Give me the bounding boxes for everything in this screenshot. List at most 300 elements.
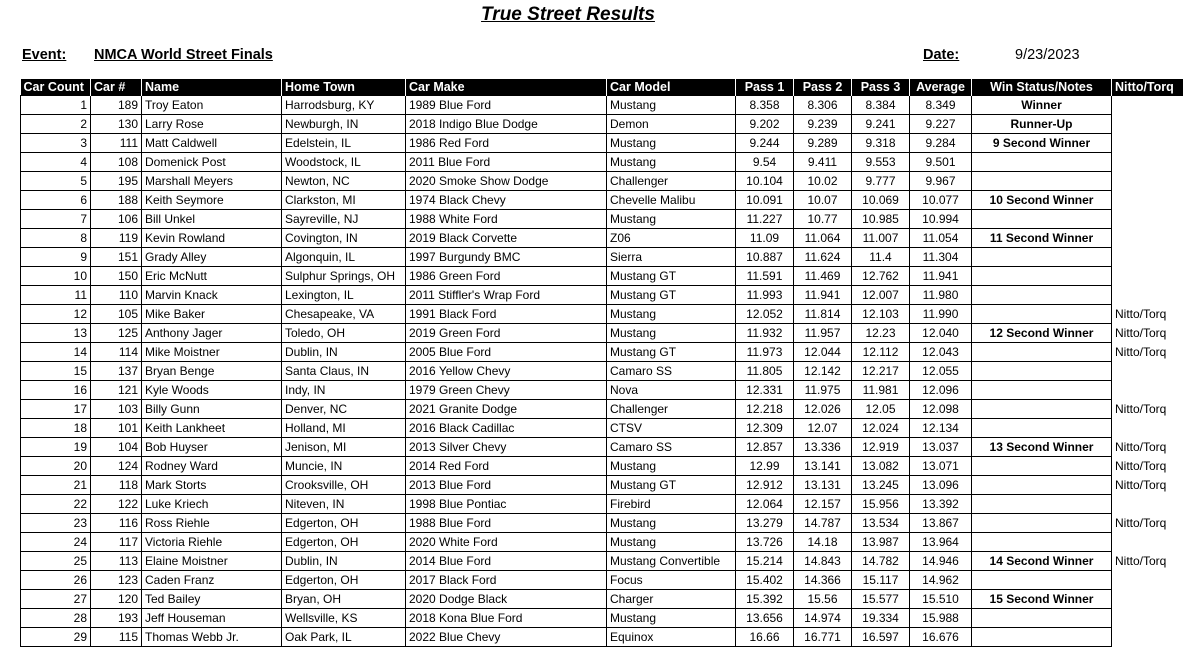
home-town-cell: Toledo, OH — [282, 324, 406, 343]
pass-3-cell: 12.007 — [852, 286, 910, 305]
table-row — [21, 191, 1184, 210]
col-header: Car # — [91, 79, 142, 96]
home-town-cell: Crooksville, OH — [282, 476, 406, 495]
car-make-cell: 1989 Blue Ford — [406, 96, 607, 115]
car-model-cell: Mustang GT — [607, 343, 736, 362]
date-value: 9/23/2023 — [1015, 47, 1080, 63]
win-status-cell — [972, 343, 1112, 362]
table-row — [21, 210, 1184, 229]
average-cell: 10.994 — [910, 210, 972, 229]
pass-2-cell: 11.624 — [794, 248, 852, 267]
table-row — [21, 514, 1184, 533]
car-count-cell: 17 — [21, 400, 91, 419]
table-row — [21, 248, 1184, 267]
car-count-cell: 23 — [21, 514, 91, 533]
win-status-cell — [972, 172, 1112, 191]
driver-name-cell: Keith Seymore — [142, 191, 282, 210]
car-make-cell: 2020 Smoke Show Dodge — [406, 172, 607, 191]
average-cell: 15.510 — [910, 590, 972, 609]
car-make-cell: 2016 Yellow Chevy — [406, 362, 607, 381]
average-cell: 9.227 — [910, 115, 972, 134]
average-cell: 12.096 — [910, 381, 972, 400]
pass-3-cell: 8.384 — [852, 96, 910, 115]
car-count-cell: 27 — [21, 590, 91, 609]
nitto-torq-cell — [1112, 172, 1184, 191]
average-cell: 11.054 — [910, 229, 972, 248]
pass-3-cell: 13.987 — [852, 533, 910, 552]
car-number-cell: 114 — [91, 343, 142, 362]
pass-3-cell: 10.069 — [852, 191, 910, 210]
win-status-cell — [972, 457, 1112, 476]
home-town-cell: Newton, NC — [282, 172, 406, 191]
win-status-cell — [972, 400, 1112, 419]
pass-2-cell: 13.336 — [794, 438, 852, 457]
pass-3-cell: 12.762 — [852, 267, 910, 286]
nitto-torq-cell — [1112, 571, 1184, 590]
nitto-torq-cell — [1112, 419, 1184, 438]
nitto-torq-cell — [1112, 153, 1184, 172]
driver-name-cell: Keith Lankheet — [142, 419, 282, 438]
pass-1-cell: 9.202 — [736, 115, 794, 134]
car-model-cell: Challenger — [607, 172, 736, 191]
car-model-cell: Mustang — [607, 514, 736, 533]
car-model-cell: Mustang — [607, 457, 736, 476]
pass-1-cell: 11.932 — [736, 324, 794, 343]
pass-3-cell: 9.553 — [852, 153, 910, 172]
car-make-cell: 2021 Granite Dodge — [406, 400, 607, 419]
pass-2-cell: 14.366 — [794, 571, 852, 590]
car-number-cell: 110 — [91, 286, 142, 305]
col-header: Car Model — [607, 79, 736, 96]
driver-name-cell: Marvin Knack — [142, 286, 282, 305]
nitto-torq-cell — [1112, 590, 1184, 609]
car-model-cell: Mustang — [607, 324, 736, 343]
car-count-cell: 2 — [21, 115, 91, 134]
car-count-cell: 28 — [21, 609, 91, 628]
nitto-torq-cell — [1112, 115, 1184, 134]
pass-2-cell: 14.787 — [794, 514, 852, 533]
pass-1-cell: 8.358 — [736, 96, 794, 115]
pass-1-cell: 15.214 — [736, 552, 794, 571]
pass-1-cell: 11.591 — [736, 267, 794, 286]
car-number-cell: 125 — [91, 324, 142, 343]
nitto-torq-cell — [1112, 229, 1184, 248]
car-number-cell: 118 — [91, 476, 142, 495]
win-status-cell — [972, 533, 1112, 552]
car-model-cell: Firebird — [607, 495, 736, 514]
table-row — [21, 476, 1184, 495]
car-model-cell: Mustang — [607, 96, 736, 115]
car-number-cell: 106 — [91, 210, 142, 229]
average-cell: 11.941 — [910, 267, 972, 286]
car-count-cell: 12 — [21, 305, 91, 324]
car-make-cell: 2018 Indigo Blue Dodge — [406, 115, 607, 134]
average-cell: 13.392 — [910, 495, 972, 514]
car-number-cell: 137 — [91, 362, 142, 381]
nitto-torq-cell — [1112, 628, 1184, 647]
win-status-cell — [972, 267, 1112, 286]
pass-1-cell: 15.402 — [736, 571, 794, 590]
home-town-cell: Denver, NC — [282, 400, 406, 419]
home-town-cell: Lexington, IL — [282, 286, 406, 305]
pass-1-cell: 11.227 — [736, 210, 794, 229]
win-status-cell — [972, 628, 1112, 647]
pass-2-cell: 11.975 — [794, 381, 852, 400]
pass-2-cell: 15.56 — [794, 590, 852, 609]
driver-name-cell: Luke Kriech — [142, 495, 282, 514]
pass-3-cell: 9.318 — [852, 134, 910, 153]
home-town-cell: Harrodsburg, KY — [282, 96, 406, 115]
car-number-cell: 116 — [91, 514, 142, 533]
car-count-cell: 6 — [21, 191, 91, 210]
pass-2-cell: 8.306 — [794, 96, 852, 115]
car-count-cell: 18 — [21, 419, 91, 438]
pass-3-cell: 12.112 — [852, 343, 910, 362]
pass-3-cell: 12.05 — [852, 400, 910, 419]
average-cell: 14.946 — [910, 552, 972, 571]
pass-2-cell: 11.957 — [794, 324, 852, 343]
car-make-cell: 2019 Black Corvette — [406, 229, 607, 248]
table-row — [21, 495, 1184, 514]
car-count-cell: 3 — [21, 134, 91, 153]
car-make-cell: 2011 Blue Ford — [406, 153, 607, 172]
nitto-torq-cell — [1112, 286, 1184, 305]
home-town-cell: Sayreville, NJ — [282, 210, 406, 229]
driver-name-cell: Victoria Riehle — [142, 533, 282, 552]
home-town-cell: Jenison, MI — [282, 438, 406, 457]
car-make-cell: 1986 Red Ford — [406, 134, 607, 153]
pass-1-cell: 16.66 — [736, 628, 794, 647]
car-count-cell: 4 — [21, 153, 91, 172]
col-header: Home Town — [282, 79, 406, 96]
table-row — [21, 381, 1184, 400]
win-status-cell — [972, 514, 1112, 533]
results-body — [21, 96, 1184, 647]
table-row — [21, 305, 1184, 324]
car-model-cell: Mustang GT — [607, 267, 736, 286]
car-count-cell: 1 — [21, 96, 91, 115]
car-number-cell: 117 — [91, 533, 142, 552]
home-town-cell: Algonquin, IL — [282, 248, 406, 267]
car-count-cell: 5 — [21, 172, 91, 191]
average-cell: 12.098 — [910, 400, 972, 419]
pass-3-cell: 13.082 — [852, 457, 910, 476]
pass-1-cell: 13.726 — [736, 533, 794, 552]
car-count-cell: 21 — [21, 476, 91, 495]
car-make-cell: 2013 Blue Ford — [406, 476, 607, 495]
car-make-cell: 2020 Dodge Black — [406, 590, 607, 609]
car-number-cell: 108 — [91, 153, 142, 172]
col-header: Pass 3 — [852, 79, 910, 96]
home-town-cell: Dublin, IN — [282, 552, 406, 571]
home-town-cell: Edgerton, OH — [282, 533, 406, 552]
pass-2-cell: 14.18 — [794, 533, 852, 552]
pass-3-cell: 13.245 — [852, 476, 910, 495]
pass-1-cell: 9.244 — [736, 134, 794, 153]
car-make-cell: 2018 Kona Blue Ford — [406, 609, 607, 628]
average-cell: 8.349 — [910, 96, 972, 115]
car-make-cell: 2019 Green Ford — [406, 324, 607, 343]
car-model-cell: Mustang — [607, 533, 736, 552]
car-model-cell: Z06 — [607, 229, 736, 248]
home-town-cell: Edgerton, OH — [282, 571, 406, 590]
car-number-cell: 104 — [91, 438, 142, 457]
win-status-cell — [972, 153, 1112, 172]
nitto-torq-cell — [1112, 267, 1184, 286]
nitto-torq-cell: Nitto/Torq — [1115, 440, 1167, 454]
header-row — [21, 79, 1184, 96]
home-town-cell: Chesapeake, VA — [282, 305, 406, 324]
average-cell: 9.967 — [910, 172, 972, 191]
table-row — [21, 438, 1184, 457]
driver-name-cell: Mark Storts — [142, 476, 282, 495]
pass-2-cell: 14.843 — [794, 552, 852, 571]
pass-3-cell: 11.4 — [852, 248, 910, 267]
home-town-cell: Edelstein, IL — [282, 134, 406, 153]
average-cell: 11.980 — [910, 286, 972, 305]
pass-3-cell: 9.777 — [852, 172, 910, 191]
pass-3-cell: 12.23 — [852, 324, 910, 343]
average-cell: 14.962 — [910, 571, 972, 590]
average-cell: 9.284 — [910, 134, 972, 153]
car-make-cell: 2017 Black Ford — [406, 571, 607, 590]
car-model-cell: Camaro SS — [607, 438, 736, 457]
pass-2-cell: 12.026 — [794, 400, 852, 419]
pass-1-cell: 11.993 — [736, 286, 794, 305]
car-number-cell: 111 — [91, 134, 142, 153]
pass-3-cell: 15.117 — [852, 571, 910, 590]
car-count-cell: 16 — [21, 381, 91, 400]
car-count-cell: 13 — [21, 324, 91, 343]
average-cell: 12.040 — [910, 324, 972, 343]
average-cell: 16.676 — [910, 628, 972, 647]
pass-1-cell: 12.331 — [736, 381, 794, 400]
nitto-torq-cell: Nitto/Torq — [1115, 478, 1167, 492]
home-town-cell: Edgerton, OH — [282, 514, 406, 533]
pass-2-cell: 10.77 — [794, 210, 852, 229]
car-number-cell: 121 — [91, 381, 142, 400]
pass-3-cell: 15.956 — [852, 495, 910, 514]
col-header: Car Make — [406, 79, 607, 96]
nitto-torq-cell — [1112, 381, 1184, 400]
car-count-cell: 9 — [21, 248, 91, 267]
nitto-torq-cell — [1112, 134, 1184, 153]
nitto-torq-cell — [1112, 533, 1184, 552]
nitto-torq-cell: Nitto/Torq — [1115, 459, 1167, 473]
driver-name-cell: Elaine Moistner — [142, 552, 282, 571]
pass-3-cell: 10.985 — [852, 210, 910, 229]
win-status-cell — [972, 495, 1112, 514]
pass-1-cell: 9.54 — [736, 153, 794, 172]
pass-2-cell: 13.141 — [794, 457, 852, 476]
car-make-cell: 1997 Burgundy BMC — [406, 248, 607, 267]
win-status-cell — [972, 609, 1112, 628]
win-status-cell — [972, 305, 1112, 324]
win-status-cell — [972, 210, 1112, 229]
col-header: Pass 1 — [736, 79, 794, 96]
table-row — [21, 286, 1184, 305]
average-cell: 13.071 — [910, 457, 972, 476]
nitto-torq-cell — [1112, 609, 1184, 628]
win-status-cell — [972, 419, 1112, 438]
pass-1-cell: 11.973 — [736, 343, 794, 362]
car-number-cell: 150 — [91, 267, 142, 286]
car-number-cell: 188 — [91, 191, 142, 210]
car-number-cell: 193 — [91, 609, 142, 628]
driver-name-cell: Troy Eaton — [142, 96, 282, 115]
pass-1-cell: 10.887 — [736, 248, 794, 267]
car-model-cell: Mustang — [607, 210, 736, 229]
car-model-cell: Nova — [607, 381, 736, 400]
average-cell: 13.964 — [910, 533, 972, 552]
driver-name-cell: Domenick Post — [142, 153, 282, 172]
car-count-cell: 10 — [21, 267, 91, 286]
driver-name-cell: Caden Franz — [142, 571, 282, 590]
home-town-cell: Muncie, IN — [282, 457, 406, 476]
car-model-cell: Challenger — [607, 400, 736, 419]
nitto-torq-cell: Nitto/Torq — [1115, 326, 1167, 340]
home-town-cell: Dublin, IN — [282, 343, 406, 362]
win-status-cell — [972, 571, 1112, 590]
driver-name-cell: Kyle Woods — [142, 381, 282, 400]
pass-1-cell: 10.091 — [736, 191, 794, 210]
car-number-cell: 195 — [91, 172, 142, 191]
nitto-torq-cell: Nitto/Torq — [1115, 516, 1167, 530]
car-make-cell: 2011 Stiffler's Wrap Ford — [406, 286, 607, 305]
pass-1-cell: 13.279 — [736, 514, 794, 533]
results-table — [20, 79, 1184, 647]
pass-3-cell: 16.597 — [852, 628, 910, 647]
win-status-cell: 14 Second Winner — [972, 552, 1112, 571]
table-row — [21, 96, 1184, 115]
car-make-cell: 2014 Blue Ford — [406, 552, 607, 571]
driver-name-cell: Billy Gunn — [142, 400, 282, 419]
table-row — [21, 324, 1184, 343]
driver-name-cell: Kevin Rowland — [142, 229, 282, 248]
nitto-torq-cell: Nitto/Torq — [1115, 345, 1167, 359]
car-model-cell: Mustang — [607, 305, 736, 324]
driver-name-cell: Bryan Benge — [142, 362, 282, 381]
car-number-cell: 119 — [91, 229, 142, 248]
car-number-cell: 122 — [91, 495, 142, 514]
table-row — [21, 267, 1184, 286]
average-cell: 11.304 — [910, 248, 972, 267]
home-town-cell: Oak Park, IL — [282, 628, 406, 647]
average-cell: 15.988 — [910, 609, 972, 628]
car-number-cell: 103 — [91, 400, 142, 419]
driver-name-cell: Jeff Houseman — [142, 609, 282, 628]
event-label: Event: — [22, 47, 67, 63]
table-row — [21, 628, 1184, 647]
car-count-cell: 22 — [21, 495, 91, 514]
home-town-cell: Sulphur Springs, OH — [282, 267, 406, 286]
table-row — [21, 362, 1184, 381]
nitto-torq-cell — [1112, 210, 1184, 229]
home-town-cell: Indy, IN — [282, 381, 406, 400]
pass-1-cell: 13.656 — [736, 609, 794, 628]
table-row — [21, 115, 1184, 134]
driver-name-cell: Marshall Meyers — [142, 172, 282, 191]
win-status-cell: 9 Second Winner — [972, 134, 1112, 153]
car-make-cell: 2020 White Ford — [406, 533, 607, 552]
pass-1-cell: 12.309 — [736, 419, 794, 438]
nitto-torq-cell — [1112, 248, 1184, 267]
car-model-cell: Mustang Convertible — [607, 552, 736, 571]
car-count-cell: 20 — [21, 457, 91, 476]
table-row — [21, 533, 1184, 552]
win-status-cell: Winner — [972, 96, 1112, 115]
pass-2-cell: 14.974 — [794, 609, 852, 628]
col-header: Average — [910, 79, 972, 96]
car-number-cell: 105 — [91, 305, 142, 324]
car-number-cell: 130 — [91, 115, 142, 134]
car-count-cell: 24 — [21, 533, 91, 552]
car-number-cell: 124 — [91, 457, 142, 476]
car-make-cell: 1998 Blue Pontiac — [406, 495, 607, 514]
pass-2-cell: 10.02 — [794, 172, 852, 191]
driver-name-cell: Anthony Jager — [142, 324, 282, 343]
table-row — [21, 343, 1184, 362]
average-cell: 10.077 — [910, 191, 972, 210]
pass-1-cell: 12.857 — [736, 438, 794, 457]
driver-name-cell: Ross Riehle — [142, 514, 282, 533]
col-header: Win Status/Notes — [972, 79, 1112, 96]
car-model-cell: Equinox — [607, 628, 736, 647]
car-make-cell: 1979 Green Chevy — [406, 381, 607, 400]
pass-3-cell: 12.217 — [852, 362, 910, 381]
car-make-cell: 1988 White Ford — [406, 210, 607, 229]
pass-3-cell: 11.007 — [852, 229, 910, 248]
pass-2-cell: 11.064 — [794, 229, 852, 248]
col-header: Pass 2 — [794, 79, 852, 96]
pass-1-cell: 12.99 — [736, 457, 794, 476]
table-row — [21, 229, 1184, 248]
driver-name-cell: Matt Caldwell — [142, 134, 282, 153]
car-model-cell: Chevelle Malibu — [607, 191, 736, 210]
car-model-cell: CTSV — [607, 419, 736, 438]
nitto-torq-cell — [1112, 495, 1184, 514]
event-name: NMCA World Street Finals — [94, 47, 273, 63]
win-status-cell — [972, 381, 1112, 400]
average-cell: 12.134 — [910, 419, 972, 438]
car-number-cell: 101 — [91, 419, 142, 438]
car-model-cell: Mustang GT — [607, 476, 736, 495]
pass-2-cell: 9.239 — [794, 115, 852, 134]
driver-name-cell: Ted Bailey — [142, 590, 282, 609]
car-make-cell: 2013 Silver Chevy — [406, 438, 607, 457]
car-make-cell: 2014 Red Ford — [406, 457, 607, 476]
car-make-cell: 1986 Green Ford — [406, 267, 607, 286]
pass-3-cell: 13.534 — [852, 514, 910, 533]
car-make-cell: 2005 Blue Ford — [406, 343, 607, 362]
car-make-cell: 1974 Black Chevy — [406, 191, 607, 210]
table-row — [21, 419, 1184, 438]
pass-2-cell: 11.814 — [794, 305, 852, 324]
nitto-torq-cell — [1112, 191, 1184, 210]
home-town-cell: Holland, MI — [282, 419, 406, 438]
driver-name-cell: Bob Huyser — [142, 438, 282, 457]
average-cell: 11.990 — [910, 305, 972, 324]
pass-3-cell: 12.103 — [852, 305, 910, 324]
car-count-cell: 8 — [21, 229, 91, 248]
driver-name-cell: Grady Alley — [142, 248, 282, 267]
pass-2-cell: 11.941 — [794, 286, 852, 305]
table-row — [21, 134, 1184, 153]
car-count-cell: 19 — [21, 438, 91, 457]
driver-name-cell: Mike Moistner — [142, 343, 282, 362]
average-cell: 9.501 — [910, 153, 972, 172]
car-make-cell: 1988 Blue Ford — [406, 514, 607, 533]
